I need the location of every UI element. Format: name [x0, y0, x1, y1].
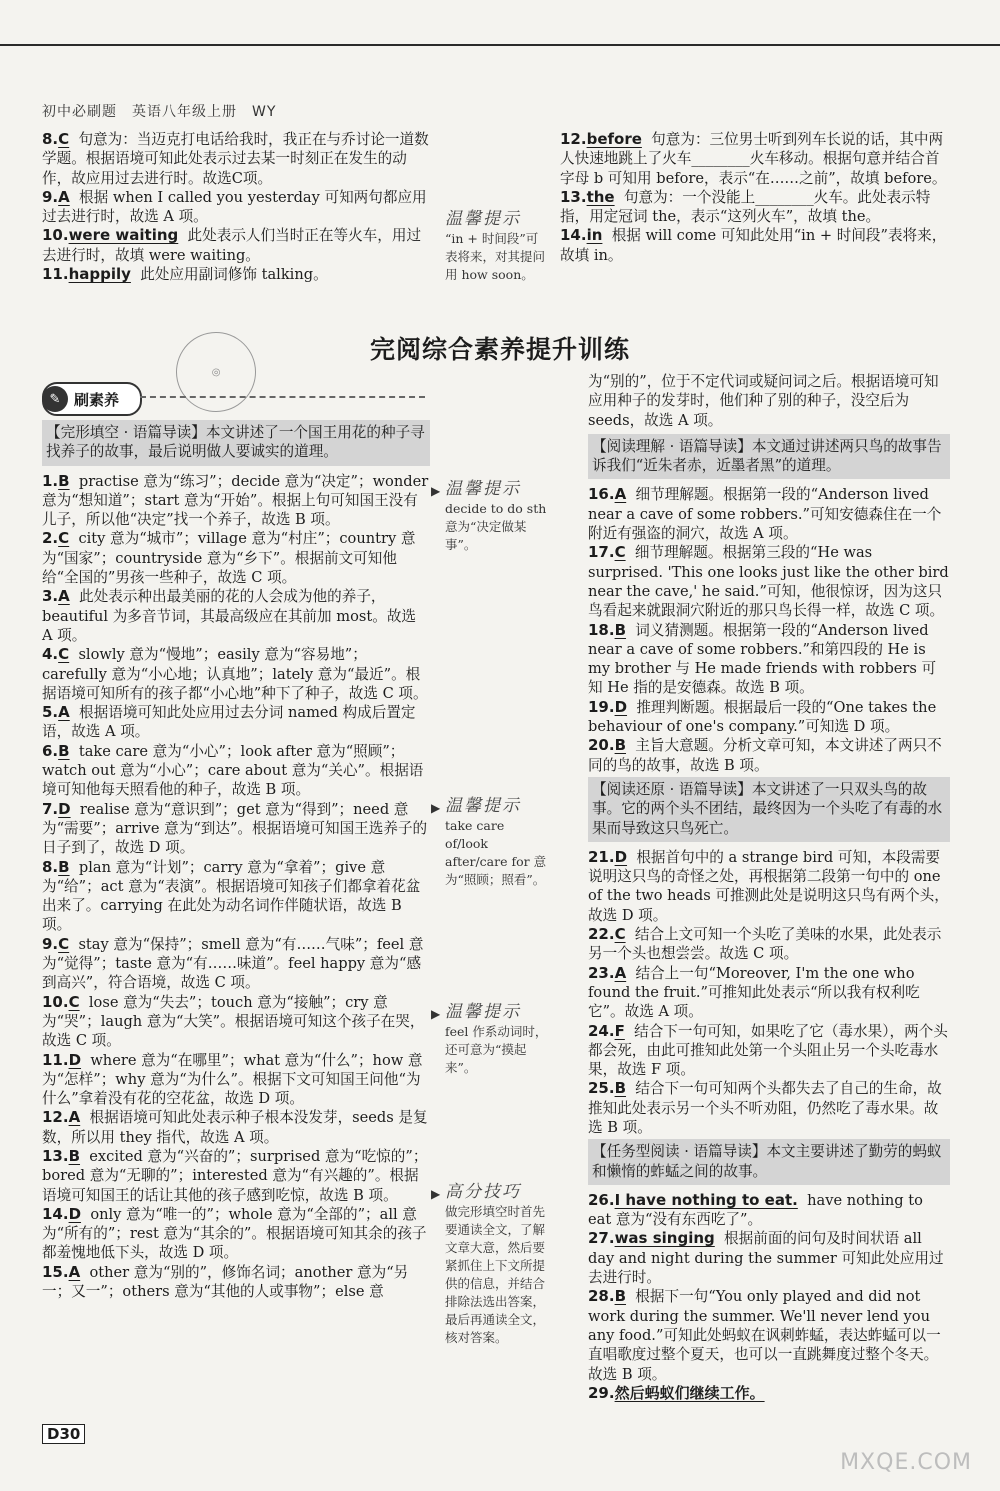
question-number: 18.	[588, 620, 615, 639]
answer-entry	[42, 1263, 430, 1302]
answer-key: I have nothing to eat.	[614, 1190, 798, 1209]
answer-entry	[42, 703, 430, 742]
question-number: 17.	[588, 543, 615, 562]
question-number: 3.	[42, 587, 59, 606]
arrow-icon: ▶	[431, 1007, 441, 1021]
explanation-text: 根据前面的问句及时间状语 all day and night during the summer 可知此处应用过去进行时。	[588, 1230, 944, 1287]
answer-key: C	[614, 543, 626, 562]
answer-entry	[42, 226, 434, 265]
question-number: 14.	[560, 226, 587, 245]
answer-entry	[588, 1191, 950, 1230]
answer-key: C	[68, 992, 80, 1011]
right-guide-2: 【阅读还原 · 语篇导读】本文讲述了一只双头鸟的故事。它的两个头不团结，最终因为一个头吃了有毒的水果而导致这只鸟死亡。	[588, 777, 950, 842]
right-guide-1: 【阅读理解 · 语篇导读】本文通过讲述两只鸟的故事告诉我们“近朱者赤，近墨者黑”的道理。	[588, 434, 950, 480]
answer-key: before	[586, 130, 642, 148]
answer-key: B	[68, 1146, 81, 1165]
explanation-text: plan 意为“计划”；carry 意为“拿着”；give 意为“给”；act 意为“表演”。根据语境可知孩子们都拿着花盆出来了。carrying 在此处为动名词作伴随状语，故选 B 项。	[42, 858, 421, 934]
arrow-icon: ▶	[431, 1187, 441, 1201]
question-number: 16.	[588, 485, 615, 504]
explanation-text: city 意为“城市”；village 意为“村庄”；country 意为“国家”；countryside 意为“乡下”。根据前文可知他给“全国的”男孩一些种子，故选 C 项。	[42, 530, 416, 587]
right-items-2	[588, 848, 950, 1137]
question-number: 8.	[42, 857, 59, 876]
section-title: 完阅综合素养提升训练	[369, 335, 630, 364]
tip-text: take care of/look after/care for 意为“照顾；照看”。	[445, 818, 547, 887]
question-number: 13.	[42, 1146, 69, 1165]
tip-title: 温馨提示	[445, 1002, 521, 1022]
answer-key: happily	[68, 265, 131, 284]
badge-text: 刷素养	[74, 390, 120, 409]
right-column	[588, 372, 950, 1403]
answer-entry	[560, 188, 952, 227]
question-number: 9.	[42, 934, 59, 953]
answer-key: B	[614, 1079, 627, 1098]
answer-key: B	[58, 857, 70, 876]
tip-title: 高分技巧	[445, 1182, 521, 1202]
question-number: 14.	[42, 1204, 69, 1223]
explanation-text: 此处表示种出最美丽的花的人会成为他的养子，beautiful 为多音节词，其最高级应在其前加 most。故选 A 项。	[42, 588, 417, 644]
explanation-text: realise 意为“意识到”；get 意为“得到”；need 意为“需要”；arrive 意为“到达”。根据语境可知国王选养子的日子到了，故选 D 项。	[42, 800, 428, 857]
tip-title: 温馨提示	[445, 209, 521, 229]
answer-key: A	[68, 1108, 81, 1127]
explanation-text: 根据语境可知此处表示种子根本没发芽，seeds 是复数，所以用 they 指代，故选 A 项。	[42, 1109, 428, 1146]
tip-2	[431, 796, 549, 889]
page-number: D30	[42, 1424, 85, 1444]
question-number: 4.	[42, 645, 59, 664]
stamp-seal: ◎	[169, 325, 264, 420]
explanation-text: 此处应用副词修饰 talking。	[140, 266, 328, 284]
answer-key: in	[586, 226, 603, 245]
right-intro: 为“别的”，位于不定代词或疑问词之后。根据语境可知应用种子的发芽时，他们种了别的种子，没空后为 seeds，故选 A 项。	[588, 373, 939, 429]
explanation-text: 句意为：当迈克打电话给我时，我正在与乔讨论一道数学题。根据语境可知此处表示过去某一时刻正在发生的动作，故应用过去进行时。故选C项。	[42, 131, 429, 187]
question-number: 19.	[588, 697, 615, 716]
question-number: 24.	[588, 1021, 615, 1040]
answer-key: D	[614, 697, 628, 716]
answer-entry	[588, 485, 950, 543]
answer-entry	[42, 472, 430, 530]
badge-label	[42, 382, 142, 416]
question-number: 28.	[588, 1287, 615, 1306]
answer-key: F	[614, 1021, 625, 1040]
explanation-text: 根据下一句“You only played and did not work during the summer. We'll never lend you any food.”可知此处蚂蚁在讽刺蚱蜢，表达蚱蜢可以一直唱歌度过整个夏天，也可以一直跳舞度过整个冬天。故选 B 项。	[588, 1288, 941, 1383]
explanation-text: practise 意为“练习”；decide 意为“决定”；wonder 意为“想知道”；start 意为“开始”。根据上句可知国王没有儿子，所以他“决定”找一个养子，故选 B 项。	[42, 472, 429, 529]
answer-entry	[42, 645, 430, 703]
pen-icon: ✎	[42, 386, 68, 412]
tip-text: feel 作系动词时，还可意为“摸起来”。	[445, 1024, 548, 1075]
explanation-text: 此处表示人们当时正在等火车，用过去进行时，故填 were waiting。	[42, 227, 422, 264]
question-number: 2.	[42, 529, 59, 548]
explanation-text: 根据 when I called you yesterday 可知两句都应用过去进行时，故选 A 项。	[42, 188, 427, 226]
answer-key: A	[58, 587, 70, 606]
question-number: 5.	[42, 703, 59, 722]
question-number: 10.	[42, 992, 69, 1011]
answer-entry	[42, 935, 430, 993]
arrow-icon: ▶	[431, 484, 441, 498]
answer-key: A	[58, 703, 70, 722]
top-left-column	[42, 130, 434, 284]
arrow-icon: ▶	[431, 801, 441, 815]
answer-key: A	[58, 187, 70, 206]
answer-key: B	[58, 471, 70, 490]
explanation-text: where 意为“在哪里”；what 意为“什么”；how 意为“怎样”；why 意为“为什么”。根据下文可知国王问他“为什么”拿着没有花的空花盆，故选 D 项。	[42, 1051, 423, 1108]
explanation-text: 词义猜测题。根据第一段的“Anderson lived near a cave of some robbers.”和第四段的 He is my brother 与 He made friends with robbers 可知 He 指的是安德森。故选 B 项。	[588, 621, 937, 697]
question-number: 10.	[42, 226, 69, 245]
answer-entry	[42, 529, 430, 587]
question-number: 12.	[42, 1108, 69, 1127]
question-number: 15.	[42, 1262, 69, 1281]
top-rule	[0, 44, 1000, 46]
answer-entry	[588, 1287, 950, 1383]
answer-entry	[588, 925, 950, 964]
explanation-text: 句意为：三位男士听到列车长说的话，其中两人快速地跳上了火车________火车移动。根据句意并结合首字母 b 可知用 before，表示“在……之前”，故填 before。	[560, 131, 947, 187]
question-number: 1.	[42, 471, 59, 490]
answer-key: 然后蚂蚁们继续工作。	[614, 1383, 765, 1402]
question-number: 27.	[588, 1229, 615, 1248]
answer-entry	[560, 226, 952, 265]
tip-text: 做完形填空时首先要通读全文，了解文章大意，然后要紧抓住上下文所提供的信息，并结合排除法选出答案，最后再通读全文，核对答案。	[445, 1204, 546, 1345]
explanation-text: 结合下一句可知，如果吃了它（毒水果），两个头都会死，由此可推知此处第一个头阻止另一个头吃毒水果，故选 F 项。	[588, 1022, 948, 1079]
answer-entry	[588, 964, 950, 1022]
tip-title: 温馨提示	[445, 796, 521, 816]
answer-entry	[42, 800, 430, 858]
question-number: 20.	[588, 736, 615, 755]
tip-title: 温馨提示	[445, 479, 521, 499]
answer-entry	[42, 265, 434, 284]
question-number: 8.	[42, 130, 59, 148]
answer-key: the	[586, 187, 615, 206]
answer-entry	[42, 188, 434, 227]
watermark: MXQE.COM	[840, 1450, 972, 1475]
answer-key: C	[58, 130, 70, 148]
answer-key: D	[58, 799, 71, 818]
answer-entry	[42, 1147, 430, 1205]
question-number: 11.	[42, 1050, 69, 1069]
answer-key: C	[58, 529, 70, 548]
question-number: 26.	[588, 1190, 615, 1209]
answer-entry	[42, 858, 430, 935]
answer-entry	[42, 587, 430, 645]
answer-entry	[42, 130, 434, 188]
explanation-text: 结合上文可知一个头吃了美味的水果，此处表示另一个头也想尝尝。故选 C 项。	[588, 926, 942, 963]
question-number: 25.	[588, 1079, 615, 1098]
question-number: 29.	[588, 1383, 615, 1402]
explanation-text: only 意为“唯一的”；whole 意为“全部的”；all 意为“所有的”；rest 意为“其余的”。根据语境可知其余的孩子都羞愧地低下头，故选 D 项。	[42, 1205, 427, 1262]
question-number: 6.	[42, 741, 59, 760]
answer-key: D	[68, 1204, 82, 1223]
answer-entry	[42, 993, 430, 1051]
answer-key: was singing	[614, 1229, 715, 1248]
answer-key: C	[614, 925, 626, 944]
answer-entry	[560, 130, 952, 188]
badge-dashed-line	[140, 396, 425, 398]
answer-entry	[42, 1205, 430, 1263]
answer-key: A	[614, 485, 627, 504]
right-items-3	[588, 1191, 950, 1403]
answer-key: B	[614, 1287, 627, 1306]
question-number: 21.	[588, 847, 615, 866]
question-number: 7.	[42, 799, 59, 818]
question-number: 12.	[560, 130, 587, 148]
answer-key: B	[58, 741, 70, 760]
right-guide-3: 【任务型阅读 · 语篇导读】本文主要讲述了勤劳的蚂蚁和懒惰的蚱蜢之间的故事。	[588, 1139, 950, 1185]
left-guide: 【完形填空 · 语篇导读】本文讲述了一个国王用花的种子寻找养子的故事，最后说明做人要诚实的道理。	[42, 420, 430, 466]
explanation-text: have nothing to eat 意为“没有东西吃了”。	[588, 1191, 923, 1229]
question-number: 13.	[560, 187, 587, 206]
answer-key: A	[614, 963, 627, 982]
explanation-text: 细节理解题。根据第一段的“Anderson lived near a cave of some robbers.”可知安德森住在一个附近有强盗的洞穴，故选 A 项。	[588, 486, 942, 543]
answer-entry	[588, 1384, 950, 1403]
answer-entry	[588, 1229, 950, 1287]
answer-entry	[42, 1051, 430, 1109]
explanation-text: take care 意为“小心”；look after 意为“照顾”；watch out 意为“小心”；care about 意为“关心”。根据语境可知他每天照看他的种子，故选 B 项。	[42, 742, 424, 799]
explanation-text: 推理判断题。根据最后一段的“One takes the behaviour of one's company.”可知选 D 项。	[588, 698, 937, 736]
explanation-text: 主旨大意题。分析文章可知，本文讲述了两只不同的鸟的故事，故选 B 项。	[588, 737, 942, 774]
answer-key: were waiting	[68, 226, 179, 245]
question-number: 23.	[588, 963, 615, 982]
explanation-text: 细节理解题。根据第三段的“He was surprised. 'This one looks just like the other bird near the cave,' he said.”可知，他很惊讶，因为这只鸟看起来就跟洞穴附近的那只鸟长得一样，故选 C 项。	[588, 544, 949, 620]
answer-key: B	[614, 620, 627, 639]
answer-entry	[588, 698, 950, 737]
answer-entry	[588, 543, 950, 620]
top-tip	[445, 210, 545, 284]
answer-key: D	[68, 1050, 82, 1069]
answer-entry	[42, 1108, 430, 1147]
explanation-text: 结合上一句“Moreover, I'm the one who found the fruit.”可推知此处表示“所以我有权利吃它”。故选 A 项。	[588, 964, 920, 1021]
tip-4	[431, 1182, 549, 1347]
right-items-1	[588, 485, 950, 774]
question-number: 22.	[588, 925, 615, 944]
explanation-text: 句意为：一个没能上________火车。此处表示特指，用定冠词 the，表示“这列火车”，故填 the。	[560, 188, 931, 226]
answer-key: A	[68, 1262, 81, 1281]
explanation-text: excited 意为“兴奋的”；surprised 意为“吃惊的”；bored 意为“无聊的”；interested 意为“有兴趣的”。根据语境可知国王的话让其他的孩子感到吃惊，故选 B 项。	[42, 1147, 428, 1204]
page-header: 初中必刷题 英语八年级上册 WY	[42, 104, 277, 120]
tip-1	[431, 479, 549, 554]
answer-entry	[588, 1022, 950, 1080]
explanation-text: 根据 will come 可知此处用“in + 时间段”表将来，故填 in。	[560, 227, 947, 264]
tip-text: decide to do sth 意为“决定做某事”。	[445, 501, 547, 552]
answer-entry	[588, 1079, 950, 1137]
tip-3	[431, 1002, 549, 1077]
explanation-text: other 意为“别的”，修饰名词；another 意为“另一；又一”；others 意为“其他的人或事物”；else 意	[42, 1263, 409, 1301]
explanation-text: 结合下一句可知两个头都失去了自己的生命，故推知此处表示另一个头不听劝阻，仍然吃了毒水果。故选 B 项。	[588, 1080, 942, 1136]
explanation-text: slowly 意为“慢地”；easily 意为“容易地”；carefully 意为“小心地；认真地”；lately 意为“最近”。根据语境可知所有的孩子都“小心地”种下了种子，故选 C 项。	[42, 646, 428, 702]
explanation-text: 根据语境可知此处应用过去分词 named 构成后置定语，故选 A 项。	[42, 704, 416, 741]
answer-key: B	[614, 736, 627, 755]
answer-key: C	[58, 645, 70, 664]
question-number: 9.	[42, 187, 59, 206]
explanation-text: stay 意为“保持”；smell 意为“有……气味”；feel 意为“觉得”；taste 意为“有……味道”。feel happy 意为“感到高兴”，符合语境，故选 C 项。	[42, 935, 424, 992]
explanation-text: lose 意为“失去”；touch 意为“接触”；cry 意为“哭”；laugh 意为“大笑”。根据语境可知这个孩子在哭，故选 C 项。	[42, 993, 425, 1050]
answer-key: C	[58, 934, 70, 953]
answer-entry	[42, 742, 430, 800]
left-items	[42, 472, 430, 1302]
question-number: 11.	[42, 265, 69, 284]
left-column	[42, 418, 430, 1301]
top-right-column	[560, 130, 952, 265]
answer-entry	[588, 848, 950, 925]
explanation-text: 根据首句中的 a strange bird 可知，本段需要说明这只鸟的奇怪之处，再根据第二段第一句中的 one of the two heads 可推测此处是说明这只鸟有两个头，故选 D 项。	[588, 848, 949, 924]
answer-key: D	[614, 847, 628, 866]
answer-entry	[588, 621, 950, 698]
answer-entry	[588, 736, 950, 775]
tip-text: “in + 时间段”可表将来，对其提问用 how soon。	[445, 231, 546, 282]
